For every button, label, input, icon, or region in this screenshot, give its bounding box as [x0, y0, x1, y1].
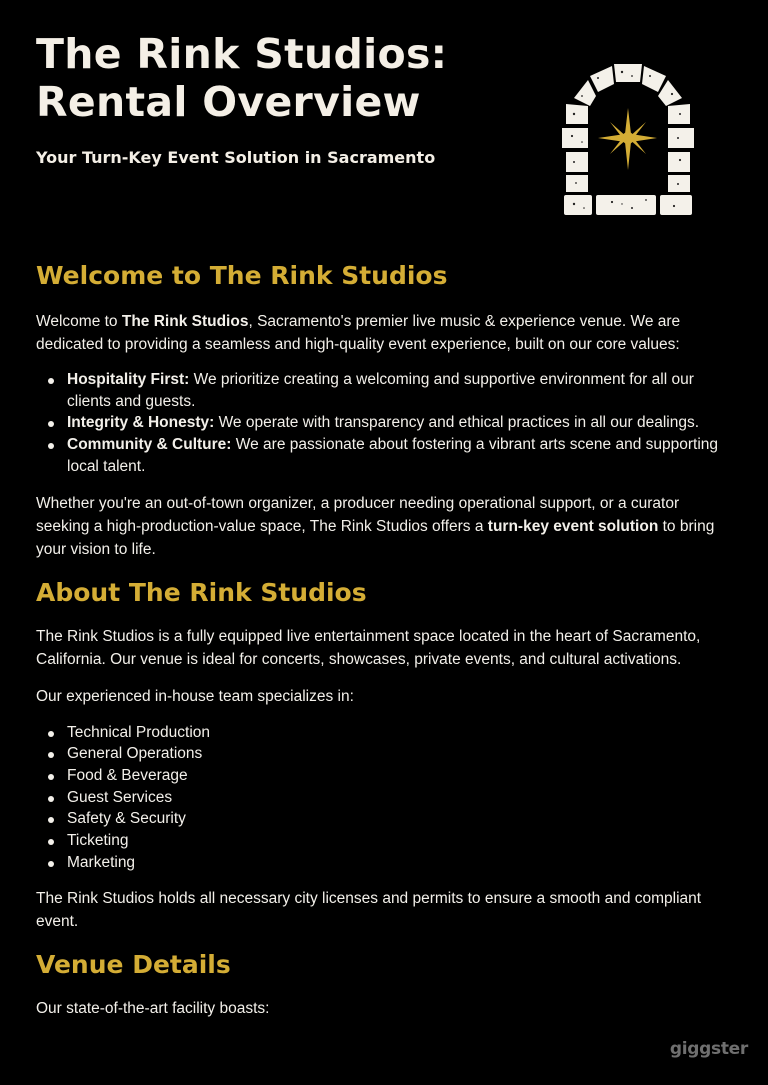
intro-text: Welcome to — [36, 313, 122, 330]
value-label: Hospitality First: — [67, 371, 190, 388]
title-line-1: The Rink Studios: — [36, 30, 448, 78]
welcome-heading: Welcome to The Rink Studios — [36, 261, 448, 290]
list-item — [67, 369, 726, 412]
list-item: Marketing — [67, 852, 726, 874]
team-intro: Our experienced in-house team specializes in: — [36, 687, 354, 705]
stone-arch-logo-icon — [562, 58, 694, 218]
intro-bold: The Rink Studios — [121, 313, 249, 330]
intro-text-rest: , Sacramento's premier live music & experience venue. We are dedicated to providing a seamless and high-quality event experience, built on our core values: — [36, 313, 681, 353]
star-icon — [598, 108, 657, 170]
closing-bold: turn-key event solution — [487, 517, 659, 535]
about-heading: About The Rink Studios — [36, 577, 367, 607]
value-label: Integrity & Honesty: — [67, 414, 215, 432]
list-item: Safety & Security — [67, 808, 726, 830]
core-values-list — [36, 369, 726, 478]
list-item — [67, 412, 726, 434]
value-text: We prioritize creating a welcoming and supportive environment for all our clients and guests. — [67, 371, 694, 410]
closing-text: Whether you're an out-of-town organizer, a producer needing operational support, or a curator seeking a high-production-value space, The Rink Studios offers a — [36, 494, 680, 535]
value-label: Community & Culture: — [67, 436, 232, 454]
welcome-intro — [36, 310, 726, 356]
venue-section — [36, 947, 726, 1020]
list-item: Technical Production — [67, 722, 726, 744]
page-title — [36, 30, 536, 126]
welcome-closing — [36, 492, 726, 561]
venue-heading: Venue Details — [36, 950, 231, 980]
venue-intro: Our state-of-the-art facility boasts: — [36, 1000, 270, 1018]
welcome-section — [36, 258, 726, 561]
list-item: Food & Beverage — [67, 765, 726, 787]
licenses-paragraph: The Rink Studios holds all necessary city licenses and permits to ensure a smooth and compliant event. — [36, 890, 702, 931]
value-text: We are passionate about fostering a vibrant arts scene and supporting local talent. — [67, 436, 719, 475]
giggster-watermark: giggster — [669, 1039, 748, 1059]
list-item: Guest Services — [67, 787, 726, 809]
closing-text-rest: to bring your vision to life. — [36, 517, 715, 558]
title-line-2: Rental Overview — [36, 78, 421, 126]
document-body — [36, 258, 726, 1020]
list-item — [67, 434, 726, 477]
document-header — [36, 30, 536, 167]
specialties-list — [36, 722, 726, 874]
value-text: We operate with transparency and ethical practices in all our dealings. — [214, 414, 700, 432]
about-paragraph: The Rink Studios is a fully equipped live entertainment space located in the heart of Sacramento, California. Our venue is ideal for concerts, showcases, private events, and cultural activations. — [36, 627, 701, 668]
list-item: General Operations — [67, 743, 726, 765]
about-section — [36, 575, 726, 934]
page-subtitle: Your Turn-Key Event Solution in Sacramento — [36, 148, 436, 167]
list-item: Ticketing — [67, 830, 726, 852]
